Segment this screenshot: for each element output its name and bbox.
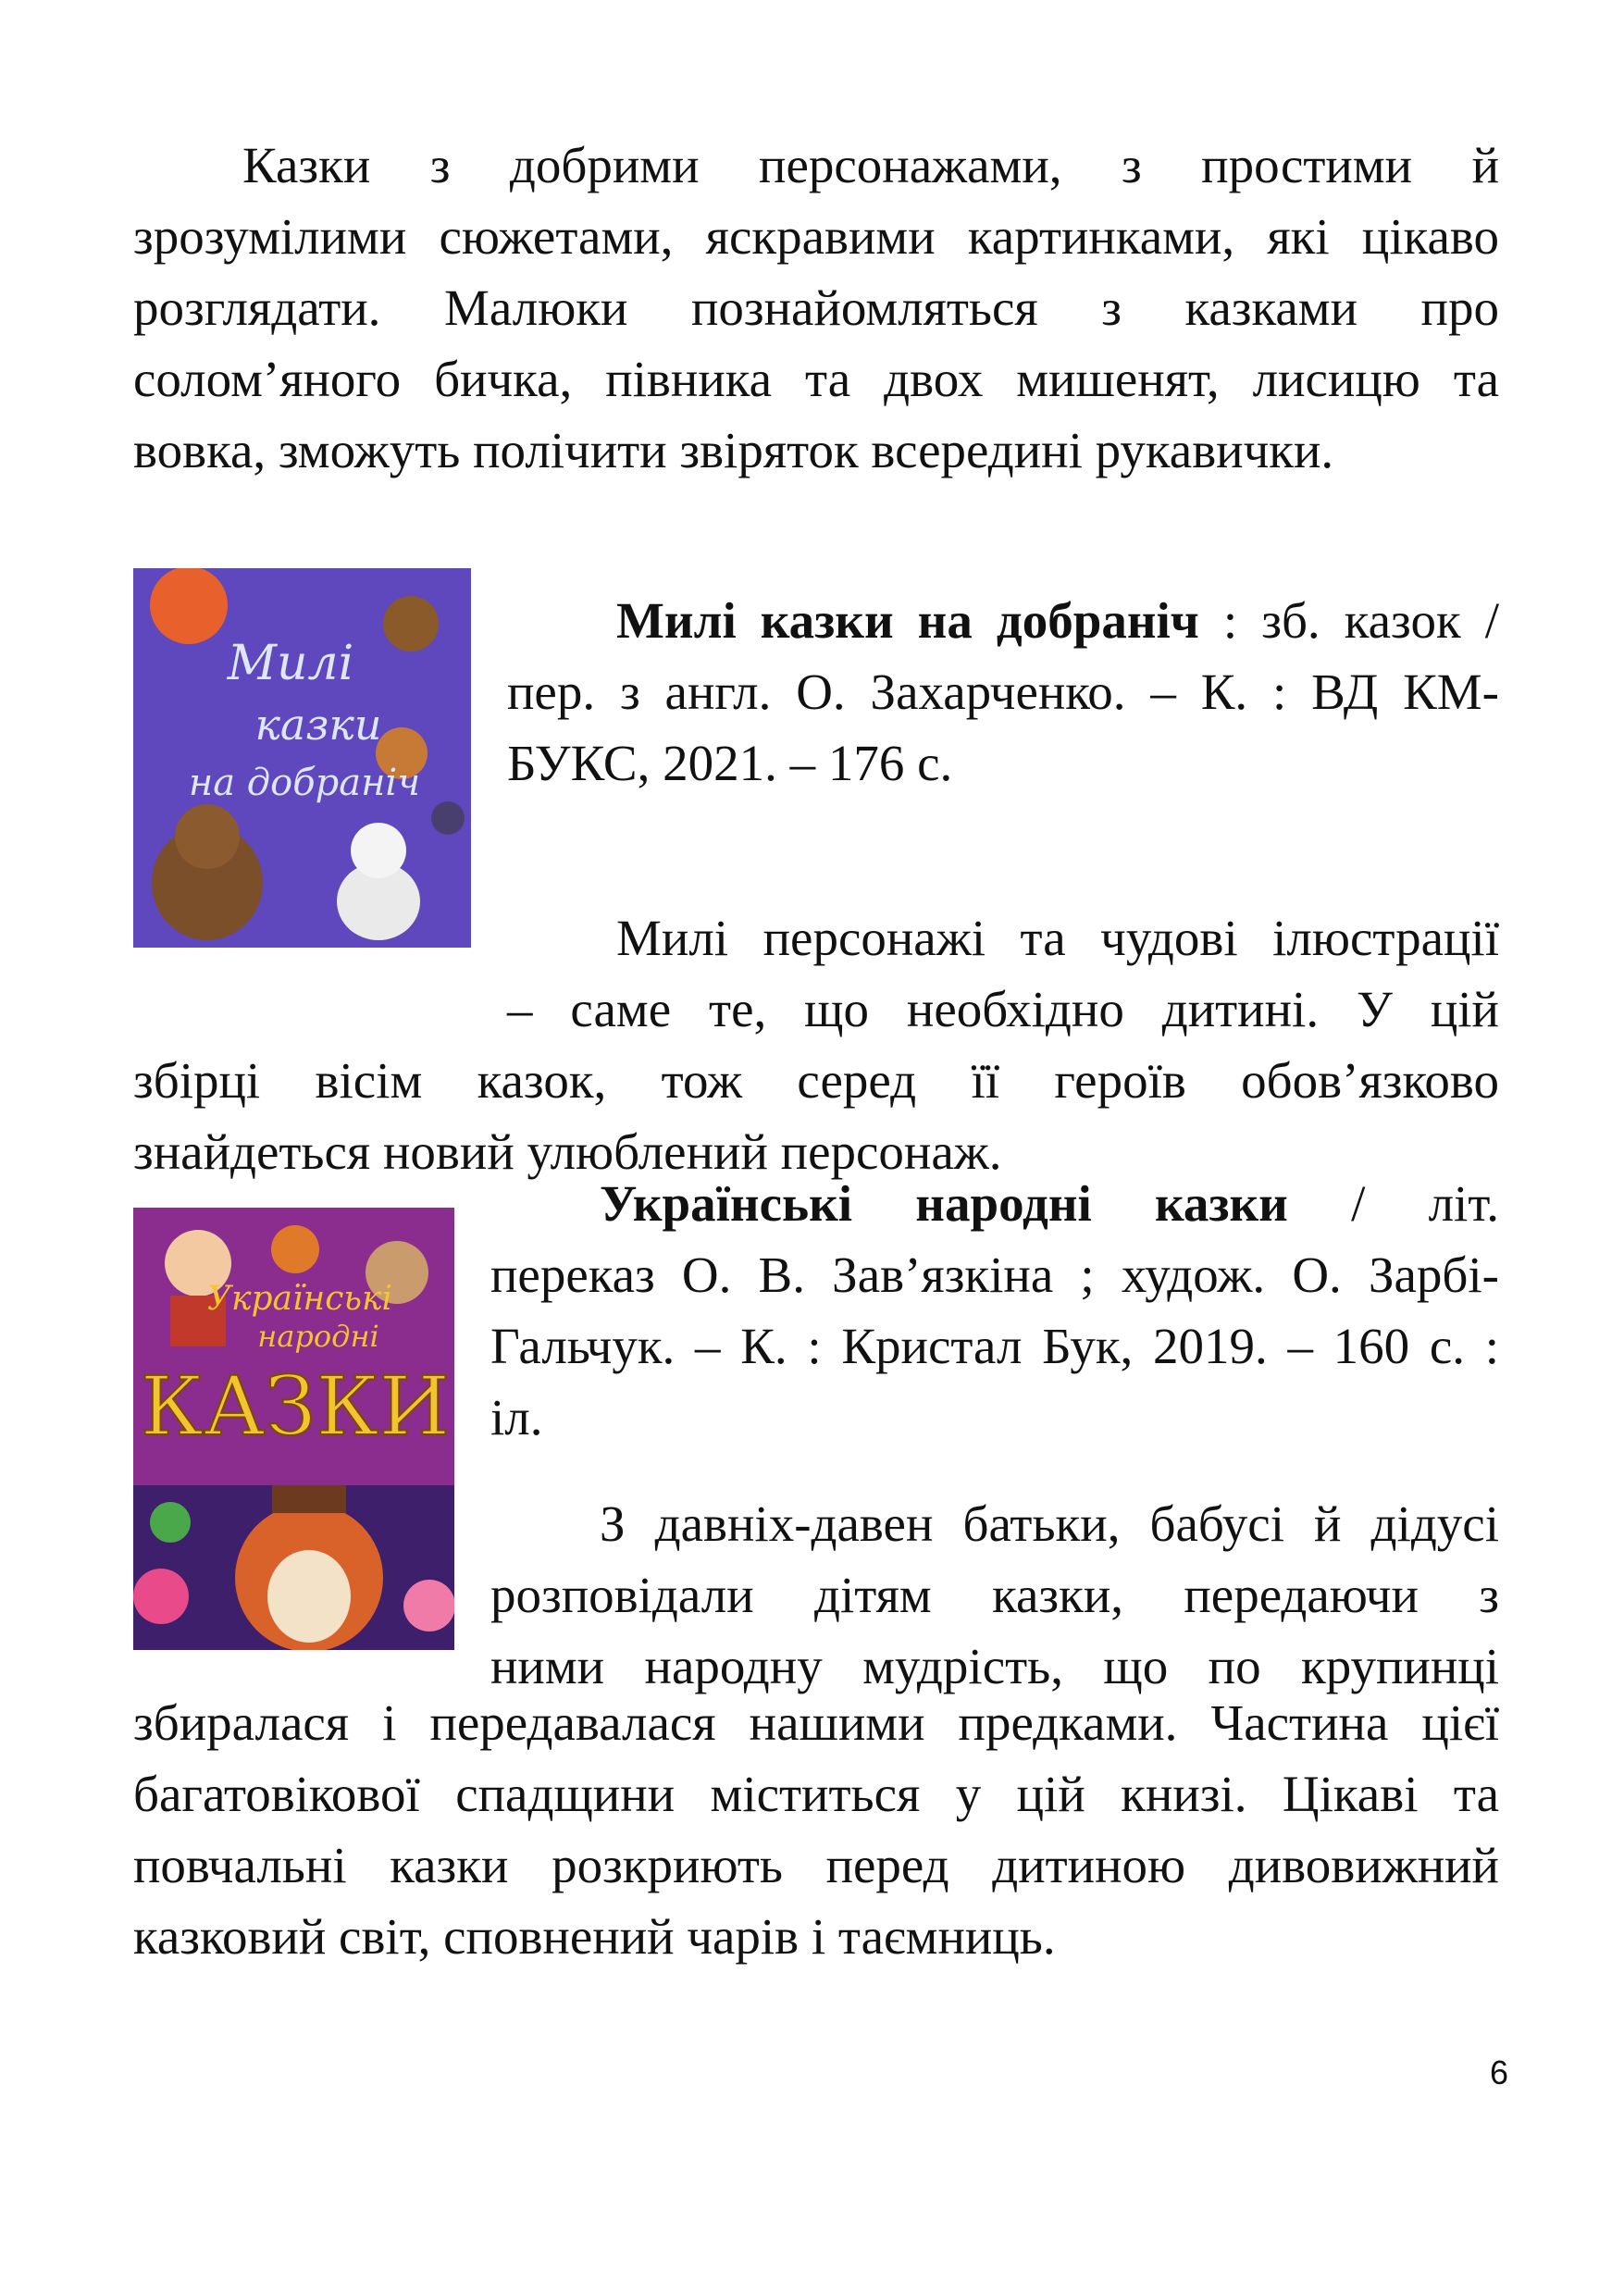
cover-title-line: Милі	[227, 636, 354, 691]
book-cover-illustration	[133, 568, 471, 948]
text-line: Казки з добрими персонажами, з простими й	[242, 137, 1499, 193]
text-line: – саме те, що необхідно дитині. У цій	[507, 981, 1499, 1037]
intro-paragraph	[133, 130, 1499, 486]
book-cover-image	[133, 1208, 454, 1650]
text-line: вовка, зможуть полічити звіряток всередині рукавички.	[133, 422, 1334, 478]
text-line: солом’яного бичка, півника та двох мишенят, лисицю та	[133, 351, 1499, 407]
book-cover-illustration	[133, 1208, 454, 1650]
book-title: Українські народні казки	[600, 1175, 1288, 1232]
biblio-line: пер. з англ. О. Захарченко. – К. : ВД КМ-	[507, 664, 1499, 720]
page-number: 6	[1489, 2053, 1508, 2091]
book-title: Милі казки на добраніч	[616, 592, 1199, 649]
text-line: збиралася і передавалася нашими предками. Частина цієї	[133, 1694, 1499, 1751]
biblio-line	[507, 585, 1499, 656]
text-line: багатовікової спадщини міститься у цій книзі. Цікаві та	[133, 1766, 1499, 1822]
biblio-line: іл.	[490, 1389, 543, 1445]
text-line: Милі персонажі та чудові ілюстрації	[616, 910, 1499, 966]
biblio-text: : зб. казок /	[1222, 592, 1499, 649]
book-description-continued	[133, 1687, 1499, 1972]
cover-title-line: КАЗКИ	[140, 1358, 451, 1454]
text-line: зрозумілими сюжетами, яскравими картинками, які цікаво	[133, 208, 1499, 265]
text-line: знайдеться новий улюблений персонаж.	[133, 1123, 1002, 1180]
book-entry	[507, 585, 1499, 799]
biblio-line: переказ О. В. Зав’язкіна ; худож. О. Зарбі-	[490, 1247, 1499, 1303]
text-line: З давніх-давен батьки, бабусі й дідусі	[600, 1495, 1499, 1552]
text-line: казковий світ, сповнений чарів і таємниць.	[133, 1908, 1056, 1965]
book-cover-image	[133, 568, 471, 948]
book-entry	[490, 1168, 1499, 1453]
book-description	[133, 902, 1499, 1187]
text-line: розповідали дітям казки, передаючи з	[490, 1567, 1499, 1623]
biblio-line: Гальчук. – К. : Кристал Бук, 2019. – 160 с. :	[490, 1318, 1499, 1374]
text-line: ними народну мудрість, що по крупинці	[490, 1638, 1499, 1694]
book-description	[490, 1488, 1499, 1702]
text-line: повчальні казки розкриють перед дитиною дивовижний	[133, 1837, 1499, 1893]
cover-title-line: Українські	[206, 1280, 393, 1318]
text-line: збірці вісім казок, тож серед її героїв обов’язково	[133, 1052, 1499, 1109]
cover-title-line: казки	[254, 700, 382, 750]
cover-title-line: на добраніч	[188, 762, 421, 804]
biblio-line: БУКС, 2021. – 176 с.	[507, 735, 953, 791]
biblio-line	[490, 1168, 1499, 1239]
cover-title-line: народні	[257, 1319, 379, 1354]
text-line: розглядати. Малюки познайомляться з казками про	[133, 279, 1499, 336]
biblio-text: / літ.	[1351, 1175, 1499, 1232]
